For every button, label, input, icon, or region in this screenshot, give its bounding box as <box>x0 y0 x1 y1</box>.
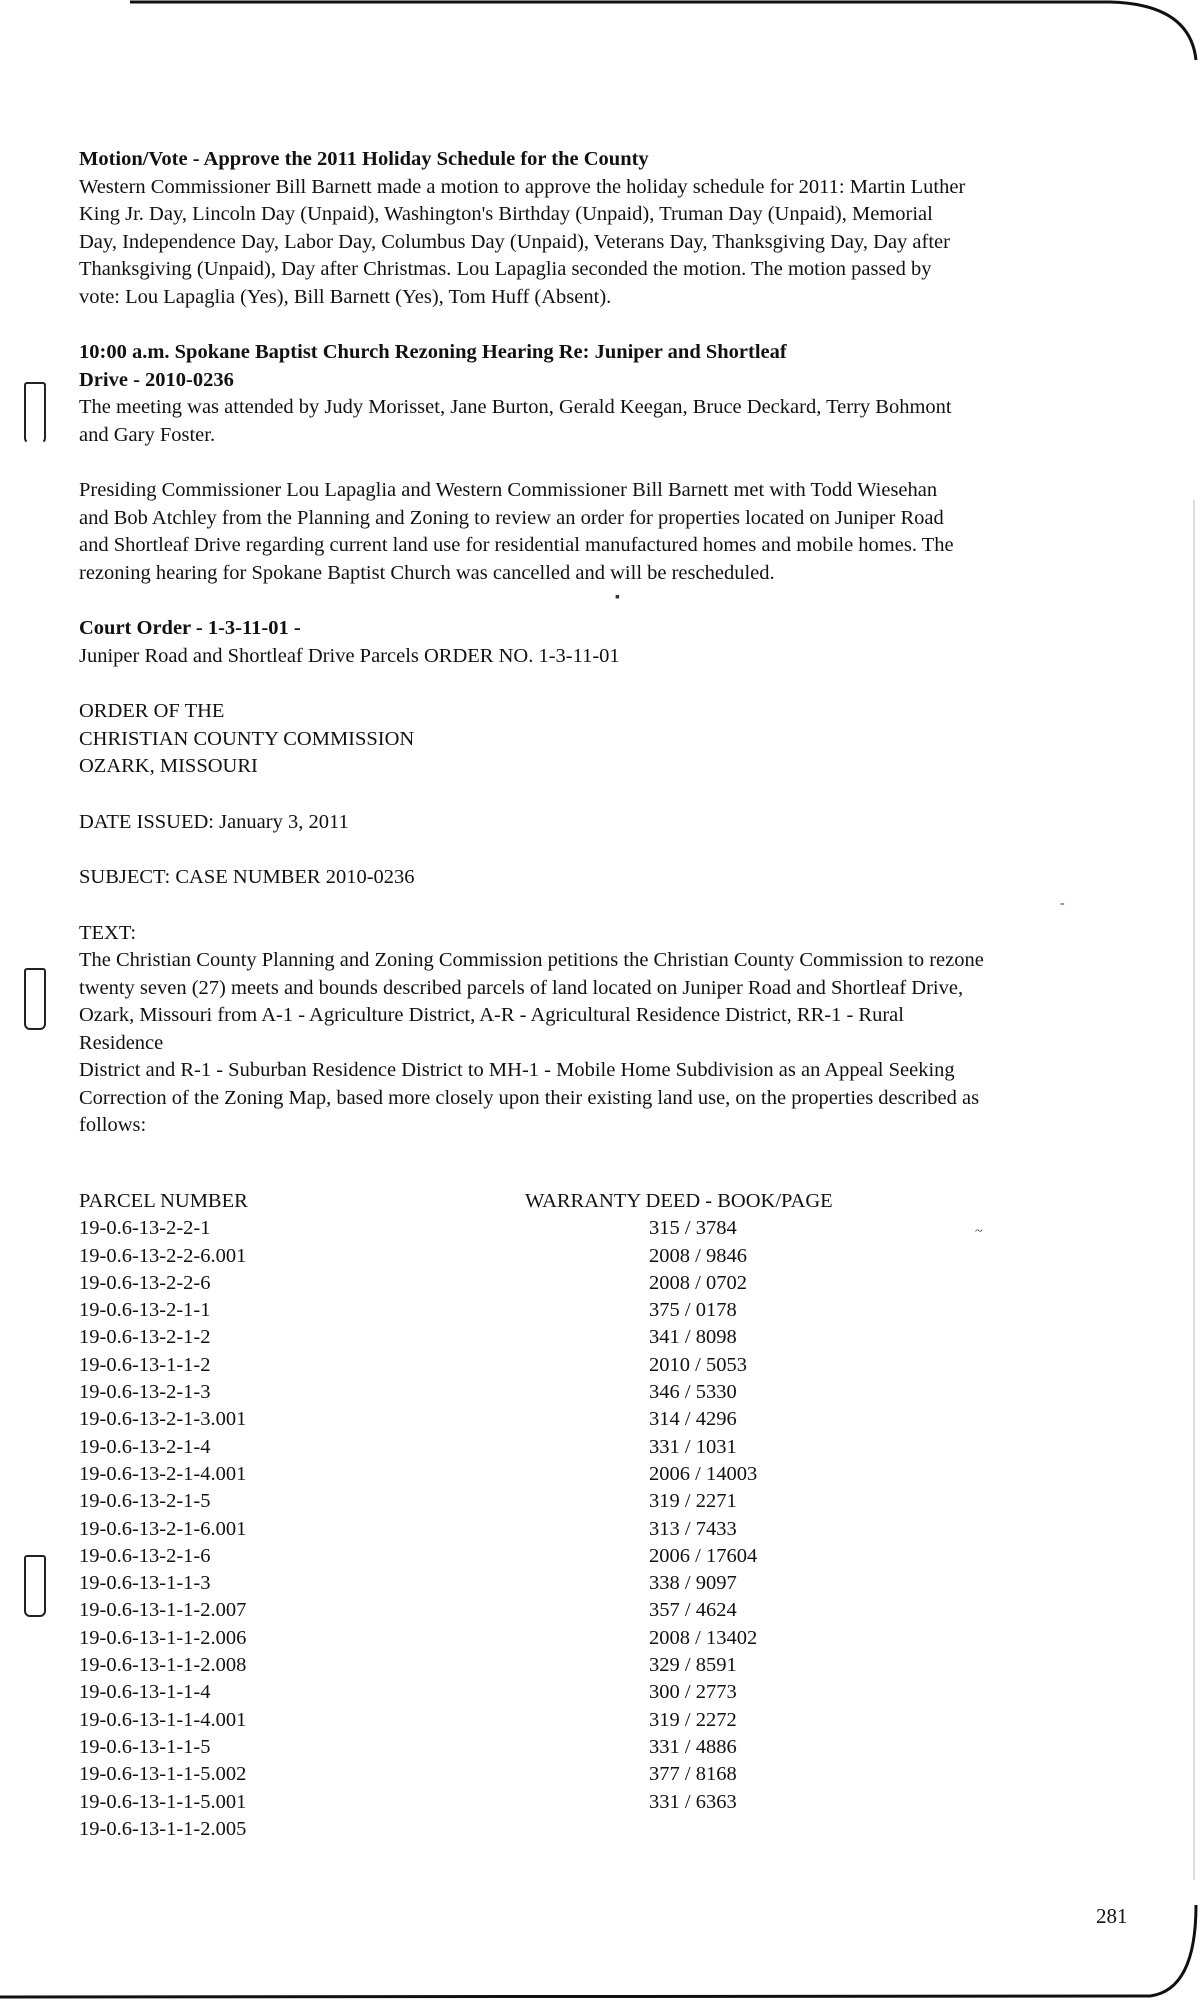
scan-speck: - <box>1060 896 1065 911</box>
section-heading: Drive - 2010-0236 <box>79 368 234 391</box>
body-line: Correction of the Zoning Map, based more closely upon their existing land use, on the properties described as <box>79 1086 980 1109</box>
document-body <box>79 146 1139 1168</box>
body-line: ORDER OF THE <box>79 700 225 722</box>
book-page-cell: 338 / 9097 <box>649 1572 737 1595</box>
parcel-number-cell: 19-0.6-13-1-1-2 <box>79 1353 211 1376</box>
table-row <box>79 1215 1079 1242</box>
book-page-cell: 375 / 0178 <box>649 1299 737 1322</box>
table-row <box>79 1270 1079 1297</box>
table-row <box>79 1352 1079 1379</box>
body-line: King Jr. Day, Lincoln Day (Unpaid), Washington's Birthday (Unpaid), Truman Day (Unpaid), Memorial <box>79 203 933 225</box>
table-row <box>79 1379 1079 1406</box>
parcel-number-cell: 19-0.6-13-2-1-4 <box>79 1435 211 1458</box>
table-row <box>79 1734 1079 1761</box>
parcel-number-cell: 19-0.6-13-2-2-6.001 <box>79 1244 247 1267</box>
book-page-cell: 319 / 2271 <box>649 1490 737 1513</box>
order-title-block <box>79 698 1139 781</box>
parcel-number-cell: 19-0.6-13-2-1-6 <box>79 1544 211 1567</box>
parcel-number-cell: 19-0.6-13-2-1-6.001 <box>79 1517 247 1540</box>
parcel-number-cell: 19-0.6-13-1-1-2.008 <box>79 1654 247 1677</box>
table-body <box>79 1215 1079 1843</box>
body-line: Residence <box>79 1031 164 1054</box>
holiday-motion-section <box>79 146 1139 311</box>
body-line: Juniper Road and Shortleaf Drive Parcels ORDER NO. 1-3-11-01 <box>79 644 620 667</box>
parcel-number-cell: 19-0.6-13-1-1-2.006 <box>79 1626 247 1649</box>
body-line: and Gary Foster. <box>79 423 216 446</box>
table-row <box>79 1816 1079 1843</box>
body-line: vote: Lou Lapaglia (Yes), Bill Barnett (Yes), Tom Huff (Absent). <box>79 285 612 308</box>
table-row <box>79 1243 1079 1270</box>
book-page-cell: 331 / 6363 <box>649 1790 737 1813</box>
book-page-cell: 329 / 8591 <box>649 1654 737 1677</box>
table-row <box>79 1707 1079 1734</box>
book-page-cell: 300 / 2773 <box>649 1681 737 1704</box>
body-line: rezoning hearing for Spokane Baptist Church was cancelled and will be rescheduled. <box>79 561 775 584</box>
meeting-summary-paragraph <box>79 477 1139 587</box>
book-page-cell: 341 / 8098 <box>649 1326 737 1349</box>
book-page-cell: 2008 / 0702 <box>649 1271 747 1294</box>
body-line: twenty seven (27) meets and bounds described parcels of land located on Juniper Road and Shortleaf Drive, <box>79 976 964 999</box>
parcel-number-cell: 19-0.6-13-1-1-2.005 <box>79 1817 247 1840</box>
book-page-cell: 346 / 5330 <box>649 1381 737 1404</box>
table-row <box>79 1625 1079 1652</box>
book-page-cell <box>525 1816 1049 1843</box>
body-line: OZARK, MISSOURI <box>79 755 258 777</box>
book-page-cell: 357 / 4624 <box>649 1599 737 1622</box>
parcel-number-cell: 19-0.6-13-2-2-1 <box>79 1217 211 1240</box>
parcel-number-cell: 19-0.6-13-1-1-4 <box>79 1681 211 1704</box>
column-header-warranty-deed: WARRANTY DEED - BOOK/PAGE <box>525 1190 833 1212</box>
binder-hole-mark <box>24 1555 46 1617</box>
table-row <box>79 1406 1079 1433</box>
court-order-section <box>79 615 1139 670</box>
table-row <box>79 1789 1079 1816</box>
table-row <box>79 1461 1079 1488</box>
book-page-cell: 2006 / 17604 <box>649 1544 758 1567</box>
body-line: District and R-1 - Suburban Residence District to MH-1 - Mobile Home Subdivision as an Appeal Seeking <box>79 1059 955 1081</box>
column-header-parcel-number: PARCEL NUMBER <box>79 1190 248 1212</box>
body-line: DATE ISSUED: January 3, 2011 <box>79 810 349 833</box>
table-row <box>79 1543 1079 1570</box>
body-line: Presiding Commissioner Lou Lapaglia and Western Commissioner Bill Barnett met with Todd Wiesehan <box>79 479 938 501</box>
binder-hole-mark <box>24 382 46 444</box>
table-row <box>79 1679 1079 1706</box>
table-row <box>79 1570 1079 1597</box>
body-line: Thanksgiving (Unpaid), Day after Christmas. Lou Lapaglia seconded the motion. The motion passed by <box>79 258 932 280</box>
parcel-number-cell: 19-0.6-13-1-1-2.007 <box>79 1599 247 1622</box>
book-page-cell: 2008 / 13402 <box>649 1626 758 1649</box>
section-heading: Motion/Vote - Approve the 2011 Holiday Schedule for the County <box>79 148 649 170</box>
parcel-number-cell: 19-0.6-13-1-1-5.002 <box>79 1763 247 1786</box>
parcel-number-cell: 19-0.6-13-2-1-4.001 <box>79 1462 247 1485</box>
parcel-number-cell: 19-0.6-13-1-1-3 <box>79 1572 211 1595</box>
book-page-cell: 315 / 3784 <box>649 1217 737 1240</box>
subject-line <box>79 864 1139 892</box>
order-text <box>79 920 1139 1140</box>
parcel-table <box>79 1188 1079 1843</box>
parcel-number-cell: 19-0.6-13-1-1-4.001 <box>79 1708 247 1731</box>
body-line: CHRISTIAN COUNTY COMMISSION <box>79 727 415 750</box>
book-page-cell: 331 / 4886 <box>649 1735 737 1758</box>
table-header-row <box>79 1188 1079 1215</box>
binder-hole-mark <box>24 968 46 1030</box>
book-page-cell: 2006 / 14003 <box>649 1462 758 1485</box>
section-heading: 10:00 a.m. Spokane Baptist Church Rezoning Hearing Re: Juniper and Shortleaf <box>79 341 787 363</box>
parcel-number-cell: 19-0.6-13-2-1-3.001 <box>79 1408 247 1431</box>
body-line: and Bob Atchley from the Planning and Zoning to review an order for properties located on Juniper Road <box>79 506 944 529</box>
body-line: Western Commissioner Bill Barnett made a motion to approve the holiday schedule for 2011: Martin Luther <box>79 175 966 198</box>
table-row <box>79 1488 1079 1515</box>
book-page-cell: 314 / 4296 <box>649 1408 737 1431</box>
book-page-cell: 2010 / 5053 <box>649 1353 747 1376</box>
table-row <box>79 1297 1079 1324</box>
body-line: follows: <box>79 1114 147 1136</box>
book-page-cell: 331 / 1031 <box>649 1435 737 1458</box>
body-line: The Christian County Planning and Zoning Commission petitions the Christian County Commission to rezone <box>79 949 984 971</box>
page-number: 281 <box>1096 1904 1128 1928</box>
body-line: and Shortleaf Drive regarding current land use for residential manufactured homes and mobile homes. The <box>79 534 954 556</box>
table-row <box>79 1652 1079 1679</box>
body-line: Ozark, Missouri from A-1 - Agriculture District, A-R - Agricultural Residence District, RR-1 - Rural <box>79 1004 904 1026</box>
book-page-cell: 319 / 2272 <box>649 1708 737 1731</box>
scan-speck: ▪ <box>615 590 620 605</box>
body-line: The meeting was attended by Judy Morisset, Jane Burton, Gerald Keegan, Bruce Deckard, Terry Bohmont <box>79 396 952 418</box>
date-issued <box>79 809 1139 837</box>
book-page-cell: 313 / 7433 <box>649 1517 737 1540</box>
book-page-cell: 2008 / 9846 <box>649 1244 747 1267</box>
parcel-number-cell: 19-0.6-13-2-2-6 <box>79 1271 211 1294</box>
parcel-number-cell: 19-0.6-13-1-1-5.001 <box>79 1790 247 1813</box>
section-heading: Court Order - 1-3-11-01 - <box>79 617 301 639</box>
parcel-number-cell: 19-0.6-13-2-1-3 <box>79 1381 211 1404</box>
table-row <box>79 1324 1079 1351</box>
table-row <box>79 1434 1079 1461</box>
rezoning-hearing-section <box>79 339 1139 449</box>
scan-speck: ~ <box>975 1224 983 1239</box>
parcel-number-cell: 19-0.6-13-2-1-2 <box>79 1326 211 1349</box>
table-row <box>79 1761 1079 1788</box>
body-line: Day, Independence Day, Labor Day, Columbus Day (Unpaid), Veterans Day, Thanksgiving Day, Day after <box>79 230 950 253</box>
table-row <box>79 1597 1079 1624</box>
body-line: TEXT: <box>79 921 137 944</box>
parcel-number-cell: 19-0.6-13-1-1-5 <box>79 1735 211 1758</box>
parcel-number-cell: 19-0.6-13-2-1-5 <box>79 1490 211 1513</box>
book-page-cell: 377 / 8168 <box>649 1763 737 1786</box>
body-line: SUBJECT: CASE NUMBER 2010-0236 <box>79 866 415 888</box>
table-row <box>79 1516 1079 1543</box>
parcel-number-cell: 19-0.6-13-2-1-1 <box>79 1299 211 1322</box>
